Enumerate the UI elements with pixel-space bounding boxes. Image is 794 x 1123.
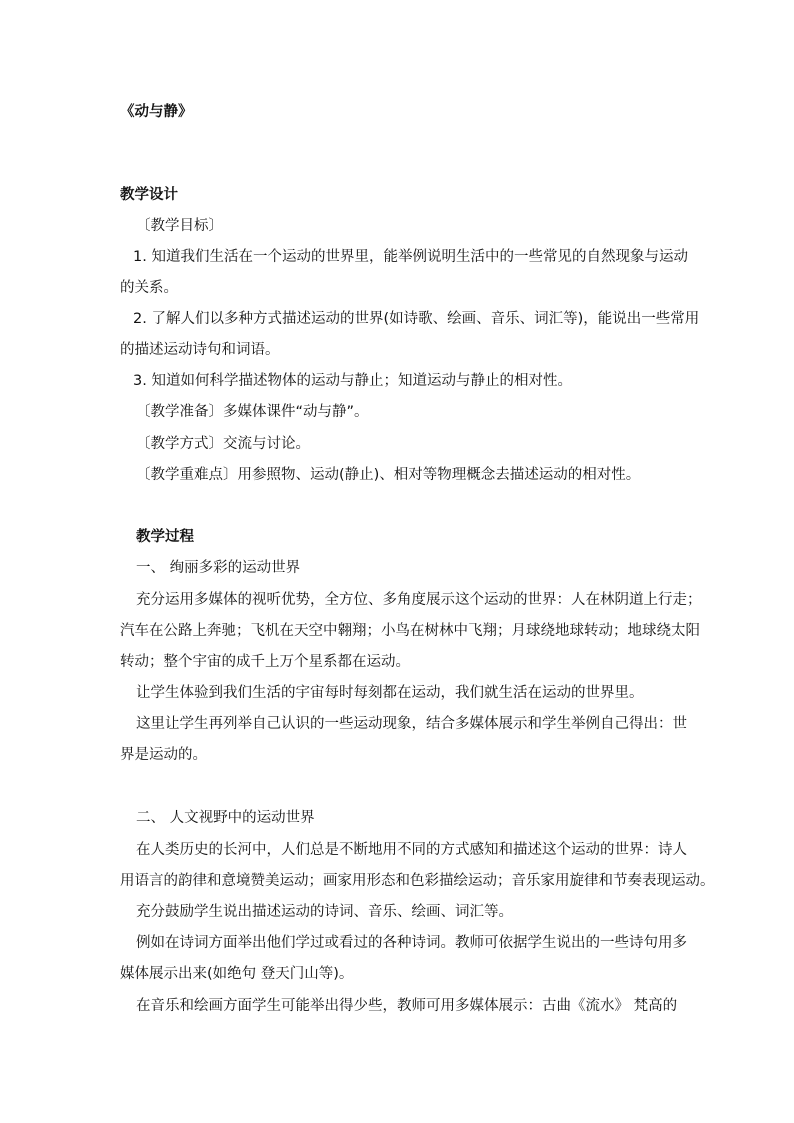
part1-p1-line-2: 汽车在公路上奔驰；飞机在天空中翱翔；小鸟在树林中飞翔；月球绕地球转动；地球绕太阳 xyxy=(120,623,700,639)
part2-heading: 二、 人文视野中的运动世界 xyxy=(136,810,315,826)
part2-p4: 在音乐和绘画方面学生可能举出得少些，教师可用多媒体展示：古曲《流水》 梵高的 xyxy=(136,998,678,1014)
part2-p1-line-1: 在人类历史的长河中，人们总是不断地用不同的方式感知和描述这个运动的世界：诗人 xyxy=(136,842,687,858)
part2-p1-line-2: 用语言的韵律和意境赞美运动；画家用形态和色彩描绘运动；音乐家用旋律和节奏表现运动。 xyxy=(120,873,715,889)
section-heading-process: 教学过程 xyxy=(136,529,194,545)
part1-p3-line-2: 界是运动的。 xyxy=(120,747,207,763)
part1-p1-line-1: 充分运用多媒体的视听优势，全方位、多角度展示这个运动的世界：人在林阴道上行走； xyxy=(136,592,702,608)
objective-2-line-1: 2. 了解人们以多种方式描述运动的世界(如诗歌、绘画、音乐、词汇等)，能说出一些常用 xyxy=(133,311,700,327)
document-title: 《动与静》 xyxy=(120,104,193,120)
teaching-key-points: 〔教学重难点〕用参照物、运动(静止)、相对等物理概念去描述运动的相对性。 xyxy=(136,467,641,483)
part2-p3-line-2: 媒体展示出来(如绝句 登天门山等)。 xyxy=(120,966,354,982)
objective-2-line-2: 的描述运动诗句和词语。 xyxy=(120,342,280,358)
part1-heading: 一、 绚丽多彩的运动世界 xyxy=(136,560,301,576)
part1-p2: 让学生体验到我们生活的宇宙每时每刻都在运动，我们就生活在运动的世界里。 xyxy=(136,685,644,701)
objective-1-line-1: 1. 知道我们生活在一个运动的世界里，能举例说明生活中的一些常见的自然现象与运动 xyxy=(133,249,688,265)
objective-3: 3. 知道如何科学描述物体的运动与静止；知道运动与静止的相对性。 xyxy=(133,373,572,389)
objectives-label: 〔教学目标〕 xyxy=(136,218,223,234)
teaching-method: 〔教学方式〕交流与讨论。 xyxy=(136,436,310,452)
part1-p1-line-3: 转动；整个宇宙的成千上万个星系都在运动。 xyxy=(120,654,410,670)
objective-1-line-2: 的关系。 xyxy=(120,280,178,296)
teaching-preparation: 〔教学准备〕多媒体课件“动与静”。 xyxy=(136,404,369,420)
section-heading-design: 教学设计 xyxy=(120,187,178,203)
part2-p2: 充分鼓励学生说出描述运动的诗词、音乐、绘画、词汇等。 xyxy=(136,904,513,920)
part2-p3-line-1: 例如在诗词方面举出他们学过或看过的各种诗词。教师可依据学生说出的一些诗句用多 xyxy=(136,935,687,951)
part1-p3-line-1: 这里让学生再列举自己认识的一些运动现象，结合多媒体展示和学生举例自己得出：世 xyxy=(136,716,687,732)
